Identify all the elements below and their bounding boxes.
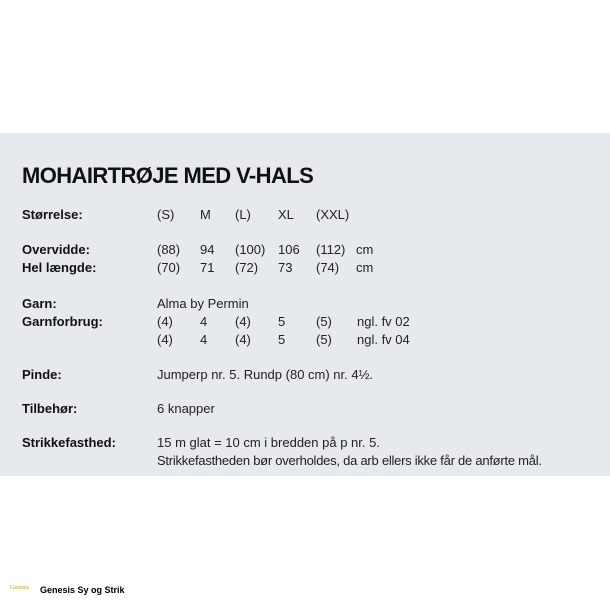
length-value: (70) (157, 260, 181, 275)
width-unit: cm (356, 242, 374, 257)
needles-label: Pinde: (22, 367, 62, 382)
size-value: (S) (157, 207, 175, 222)
length-unit: cm (356, 260, 374, 275)
yarn-usage-value: (5) (316, 332, 332, 347)
footer-brand: Genesis Sy og Strik (40, 585, 125, 595)
yarn-usage-value: 4 (200, 332, 208, 347)
genesis-logo: Genesis (10, 585, 29, 591)
width-value: (88) (157, 242, 181, 257)
yarn-usage-value: (4) (235, 332, 251, 347)
pattern-title: MOHAIRTRØJE MED V-HALS (22, 163, 314, 188)
yarn-usage-label: Garnforbrug: (22, 314, 103, 329)
size-value: M (200, 207, 211, 222)
yarn-value: Alma by Permin (157, 296, 249, 311)
gauge-line2: Strikkefastheden bør overholdes, da arb ellers ikke får de anførte mål. (157, 453, 542, 468)
width-value: 106 (278, 242, 300, 257)
size-label: Størrelse: (22, 207, 83, 222)
size-value: XL (278, 207, 294, 222)
length-value: (74) (316, 260, 340, 275)
width-value: 94 (200, 242, 215, 257)
yarn-usage-value: 4 (200, 314, 208, 329)
yarn-usage-value: (4) (157, 332, 173, 347)
yarn-usage-note: ngl. fv 04 (357, 332, 410, 347)
size-value: (L) (235, 207, 251, 222)
yarn-usage-value: (4) (157, 314, 173, 329)
yarn-label: Garn: (22, 296, 57, 311)
accessories-value: 6 knapper (157, 401, 215, 416)
gauge-line1: 15 m glat = 10 cm i bredden på p nr. 5. (157, 435, 380, 450)
yarn-usage-value: (4) (235, 314, 251, 329)
width-label: Overvidde: (22, 242, 90, 257)
yarn-usage-value: 5 (278, 332, 286, 347)
width-value: (112) (316, 242, 346, 257)
size-value: (XXL) (316, 207, 350, 222)
yarn-usage-value: (5) (316, 314, 332, 329)
length-value: 73 (278, 260, 293, 275)
yarn-usage-note: ngl. fv 02 (357, 314, 410, 329)
length-label: Hel længde: (22, 260, 97, 275)
accessories-label: Tilbehør: (22, 401, 78, 416)
yarn-usage-value: 5 (278, 314, 286, 329)
length-value: 71 (200, 260, 215, 275)
gauge-label: Strikkefasthed: (22, 435, 116, 450)
width-value: (100) (235, 242, 266, 257)
length-value: (72) (235, 260, 259, 275)
needles-value: Jumperp nr. 5. Rundp (80 cm) nr. 4½. (157, 367, 374, 382)
